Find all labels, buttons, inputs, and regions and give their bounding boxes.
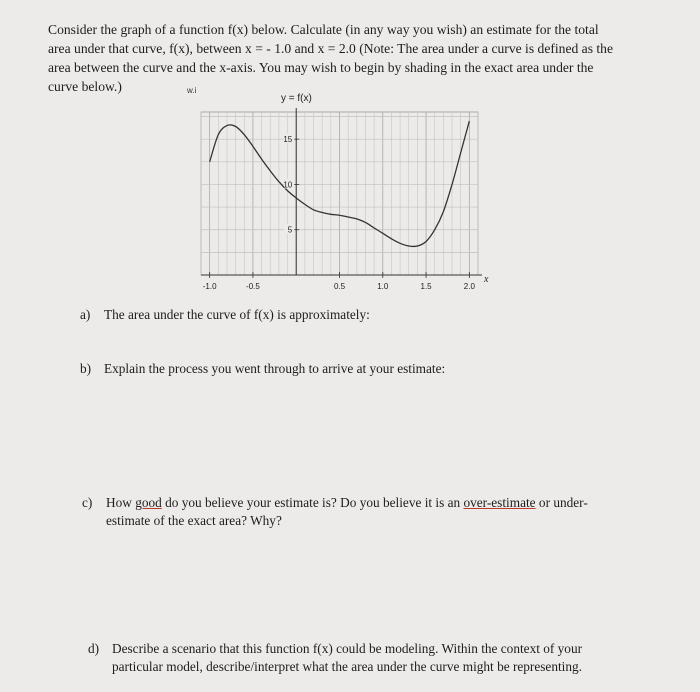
question-a [80,306,370,324]
question-c-word-over: over-estimate [463,495,536,510]
question-c-text-mid: do you believe your estimate is? Do you believe it is an [161,495,464,510]
question-d-line-2: particular model, describe/interpret what the area under the curve might be representing. [112,659,582,674]
x-tick-label: -0.5 [246,282,260,291]
question-a-label: a) [80,307,91,322]
question-a-text: The area under the curve of f(x) is approximately: [104,307,370,322]
x-tick-label: 2.0 [463,282,475,291]
intro-line-4: curve below.) [48,79,122,94]
graph-title: y = f(x) [281,93,312,104]
y-tick-label: 10 [283,180,293,190]
x-tick-label: -1.0 [202,282,217,291]
question-c-text-post: or under- [535,495,588,510]
intro-line-1: Consider the graph of a function f(x) below. Calculate (in any way you wish) an estimate for the total [48,22,599,37]
x-tick-label: 1.5 [420,282,432,291]
x-tick-label: 1.0 [377,282,389,291]
y-tick-label: 15 [283,135,293,145]
question-b-label: b) [80,361,92,376]
graph-svg [187,85,495,295]
question-c-label: c) [82,495,93,510]
question-c [82,494,642,530]
question-c-text-pre: How [106,495,136,510]
question-d-label: d) [88,641,100,656]
x-tick-label: 0.5 [333,282,346,291]
y-tick-label: 5 [287,225,293,235]
question-c-word-good: good [135,495,162,510]
question-b-text: Explain the process you went through to arrive at your estimate: [104,361,446,376]
x-axis-label: x [484,274,489,285]
function-graph [187,85,495,295]
intro-line-3: area between the curve and the x-axis. You may wish to begin by shading in the exact area under the [48,60,594,75]
question-d-line-1: Describe a scenario that this function f(x) could be modeling. Within the context of your [112,641,583,656]
handwritten-note: w.i [187,86,197,95]
grid [201,112,478,275]
intro-line-2: area under that curve, f(x), between x = - 1.0 and x = 2.0 (Note: The area under a curve is defined as the [48,41,614,56]
question-c-line-2: estimate of the exact area? Why? [106,513,282,528]
question-d [88,640,648,676]
question-b [80,360,445,378]
